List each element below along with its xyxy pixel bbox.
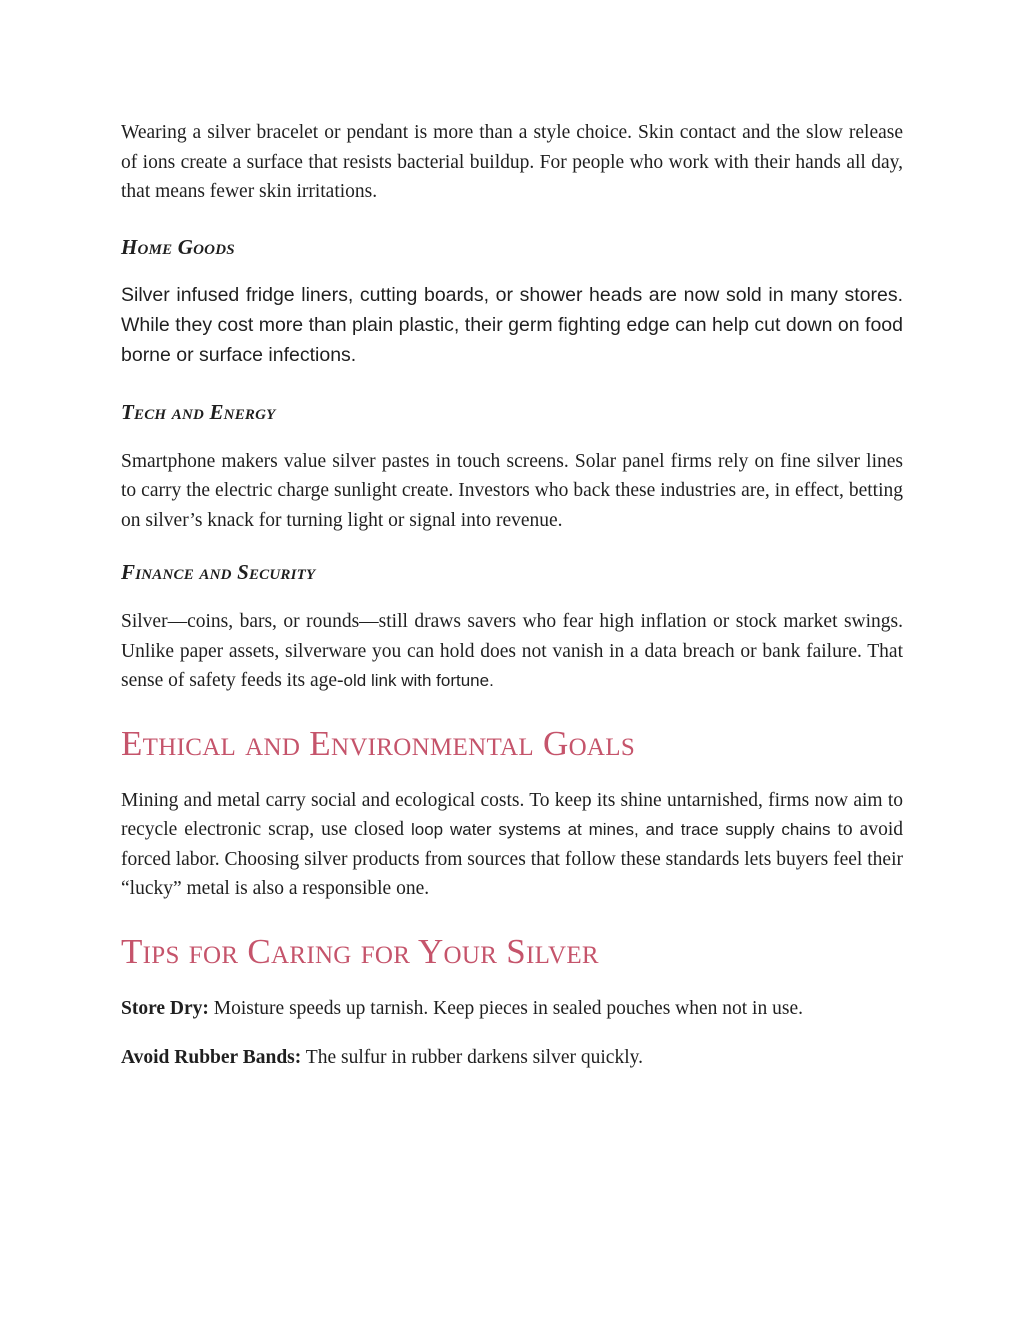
finance-security-text-tail: old link with fortune. bbox=[343, 671, 494, 690]
intro-paragraph: Wearing a silver bracelet or pendant is more than a style choice. Skin contact and the slow release of ions create a surface that resists bacterial buildup. For people who work with their hands all day, that means fewer skin irritations. bbox=[121, 122, 903, 202]
tip-avoid-rubber-bands bbox=[121, 1043, 903, 1073]
home-goods-paragraph: Silver infused fridge liners, cutting boards, or shower heads are now sold in many stores. While they cost more than plain plastic, their germ fighting edge can help cut down on food borne or surface infections. bbox=[121, 283, 903, 366]
tip-store-dry-label: Store Dry: bbox=[121, 997, 209, 1019]
document-page bbox=[121, 118, 903, 1073]
tip-store-dry-text: Moisture speeds up tarnish. Keep pieces in sealed pouches when not in use. bbox=[208, 997, 803, 1019]
tip-avoid-rubber-bands-label: Avoid Rubber Bands: bbox=[121, 1047, 302, 1068]
tip-store-dry bbox=[121, 994, 903, 1024]
ethical-text-a: Mining and metal carry social and ecological costs. To keep its shine untarnished, firms now aim to recycle electronic scrap, use closed bbox=[121, 789, 903, 840]
ethical-text-b: loop water systems at mines, and trace supply chains bbox=[410, 820, 831, 839]
tip-avoid-rubber-bands-text: The sulfur in rubber darkens silver quickly. bbox=[301, 1047, 643, 1068]
finance-security-text: Silver—coins, bars, or rounds—still draws savers who fear high inflation or stock market swings. Unlike paper assets, silverware you can hold does not vanish in a data breach or bank failure. That sense of safety feeds its age- bbox=[121, 611, 903, 691]
ethical-text-c: to avoid forced labor. Choosing silver products from sources that follow these standards lets buyers feel their “lucky” metal is also a responsible one. bbox=[121, 819, 903, 899]
tech-energy-heading: Tech and Energy bbox=[121, 399, 276, 424]
finance-security-paragraph bbox=[121, 607, 903, 696]
tech-energy-paragraph: Smartphone makers value silver pastes in touch screens. Solar panel firms rely on fine silver lines to carry the electric charge sunlight create. Investors who back these industries are, in effect, betting on silver’s knack for turning light or signal into revenue. bbox=[121, 450, 903, 531]
home-goods-heading: Home Goods bbox=[121, 234, 235, 259]
ethical-goals-paragraph bbox=[121, 786, 903, 904]
finance-security-heading: Finance and Security bbox=[121, 560, 316, 584]
ethical-goals-heading: Ethical and Environmental Goals bbox=[121, 723, 636, 763]
silver-care-tips-heading: Tips for Caring for Your Silver bbox=[121, 931, 599, 971]
